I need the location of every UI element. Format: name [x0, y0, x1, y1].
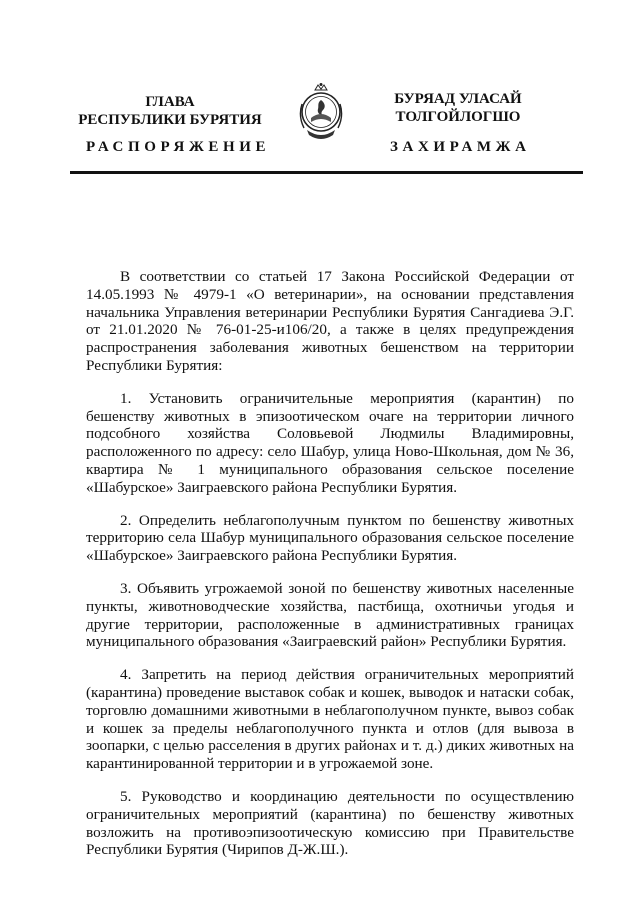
coat-of-arms-icon — [295, 82, 347, 144]
header-divider — [70, 171, 583, 174]
order-title-russian: РАСПОРЯЖЕНИЕ — [86, 139, 271, 155]
document-body — [86, 268, 574, 874]
header-right-line2: ТОЛГОЙЛОГШО — [395, 109, 521, 125]
order-item-1: 1. Установить ограничительные мероприятия (карантин) по бешенству животных в эпизоотическом очаге на территории личного подсобного хозяйства Соловьевой Людмилы Владимировны, расположенного по адресу: село Шабур, улица Ново-Школьная, дом № 36, квартира № 1 муниципального образования сельское поселение «Шабурское» Заиграевского района Республики Бурятия. — [86, 389, 574, 496]
header-right-line1: БУРЯАД УЛАСАЙ — [394, 91, 522, 107]
order-item-4: 4. Запретить на период действия ограничительных мероприятий (карантина) проведение выставок собак и кошек, выводок и натаски собак, торговлю домашними животными в неблагополучном пункте, вывоз собак и кошек за пределы неблагополучного пункта и отлов (для вывоза в зоопарки, с целью расселения в других районах и т. д.) диких животных на карантинированной территории и в угрожаемой зоне. — [86, 666, 574, 773]
header-left-block — [70, 93, 270, 129]
header-left-line1: ГЛАВА — [145, 94, 195, 110]
order-item-5: 5. Руководство и координацию деятельности по осуществлению ограничительных мероприятий (карантина) по бешенству животных возложить на противоэпизоотическую комиссию при Правительстве Республики Бурятия (Чирипов Д-Ж.Ш.). — [86, 787, 574, 859]
preamble-paragraph: В соответствии со статьей 17 Закона Российской Федерации от 14.05.1993 № 4979-1 «О ветеринарии», на основании представления начальника Управления ветеринарии Республики Бурятия Сангадиева Э.Г. от 21.01.2020 № 76-01-25-и106/20, а также в целях предупреждения распространения заболевания животных бешенством на территории Республики Бурятия: — [86, 268, 574, 374]
order-title-buryat: ЗАХИРАМЖА — [390, 139, 531, 155]
header-left-line2: РЕСПУБЛИКИ БУРЯТИЯ — [78, 112, 262, 128]
order-item-3: 3. Объявить угрожаемой зоной по бешенству животных населенные пункты, животноводческие хозяйства, пастбища, охотничьи угодья и другие территории, расположенные в административных границах муниципального образования «Заиграевский район» Республики Бурятия. — [86, 579, 574, 651]
header-right-block — [360, 90, 556, 126]
order-item-2: 2. Определить неблагополучным пунктом по бешенству животных территорию села Шабур муниципального образования сельское поселение «Шабурское» Заиграевского района Республики Бурятия. — [86, 511, 574, 565]
